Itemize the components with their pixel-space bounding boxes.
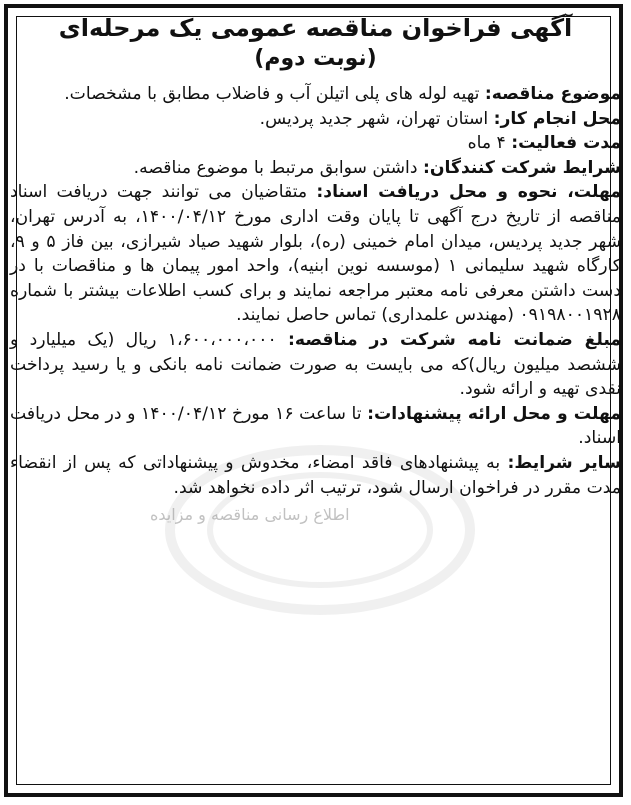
section-label: محل انجام کار: — [493, 108, 621, 129]
section-label: موضوع مناقصه: — [484, 84, 621, 104]
section-label: سایر شرایط: — [507, 452, 622, 473]
section-text: ۴ ماه — [467, 133, 512, 154]
section-location — [10, 107, 621, 132]
section-guarantee — [10, 328, 621, 402]
section-text: تا ساعت ۱۶ مورخ ۱۴۰۰/۰۴/۱۲ و در محل دریافت اسناد. — [10, 403, 621, 449]
section-submission — [10, 402, 621, 451]
section-label: مبلغ ضمانت نامه شرکت در مناقصه: — [288, 329, 621, 350]
section-text: به پیشنهادهای فاقد امضاء، مخدوش و پیشنهاداتی که پس از انقضاء مدت مقرر در فراخوان ارسال شود، ترتیب اثر داده نخواهد شد. — [10, 452, 621, 498]
notice-content — [10, 12, 621, 500]
section-text: ۱،۶۰۰،۰۰۰،۰۰۰ ریال (یک میلیارد و ششصد میلیون ریال)که می بایست به صورت ضمانت نامه بانکی و یا رسید پرداخت نقدی تهیه و ارائه شود. — [10, 329, 621, 400]
notice-subtitle: (نوبت دوم) — [254, 46, 377, 71]
section-subject — [10, 82, 621, 107]
section-text: استان تهران، شهر جدید پردیس. — [259, 108, 494, 129]
section-label: مهلت، نحوه و محل دریافت اسناد: — [316, 182, 621, 203]
section-text: داشتن سوابق مرتبط با موضوع مناقصه. — [133, 157, 423, 178]
section-label: مهلت و محل ارائه پیشنهادات: — [367, 403, 621, 424]
watermark-text: اطلاع رسانی مناقصه و مزایده — [150, 505, 350, 524]
section-label: مدت فعالیت: — [511, 133, 621, 154]
section-text: متقاضیان می توانند جهت دریافت اسناد مناقصه از تاریخ درج آگهی تا پایان وقت اداری مورخ ۱۴۰۰/۰۴/۱۲، به آدرس تهران، شهر جدید پردیس، میدان امام خمینی (ره)، بلوار شهید صیاد شیرازی، بین فاز ۵ و ۹، کارگاه شهید سلیمانی ۱ (موسسه نوین ابنیه)، واحد امور پیمان ها و مناقصات با در دست داشتن معرفی نامه معتبر مراجعه نمایند و برای کسب اطلاعات بیشتر با شماره ۰۹۱۹۸۰۰۱۹۲۸ (مهندس علمداری) تماس حاصل نمایند. — [10, 182, 621, 326]
section-conditions — [10, 156, 621, 181]
section-other — [10, 451, 621, 500]
section-documents — [10, 180, 621, 328]
section-text: تهیه لوله های پلی اتیلن آب و فاضلاب مطابق با مشخصات. — [64, 84, 485, 104]
section-duration — [10, 131, 621, 156]
notice-title: آگهی فراخوان مناقصه عمومی یک مرحله‌ای — [58, 14, 573, 42]
section-label: شرایط شرکت کنندگان: — [422, 157, 621, 178]
